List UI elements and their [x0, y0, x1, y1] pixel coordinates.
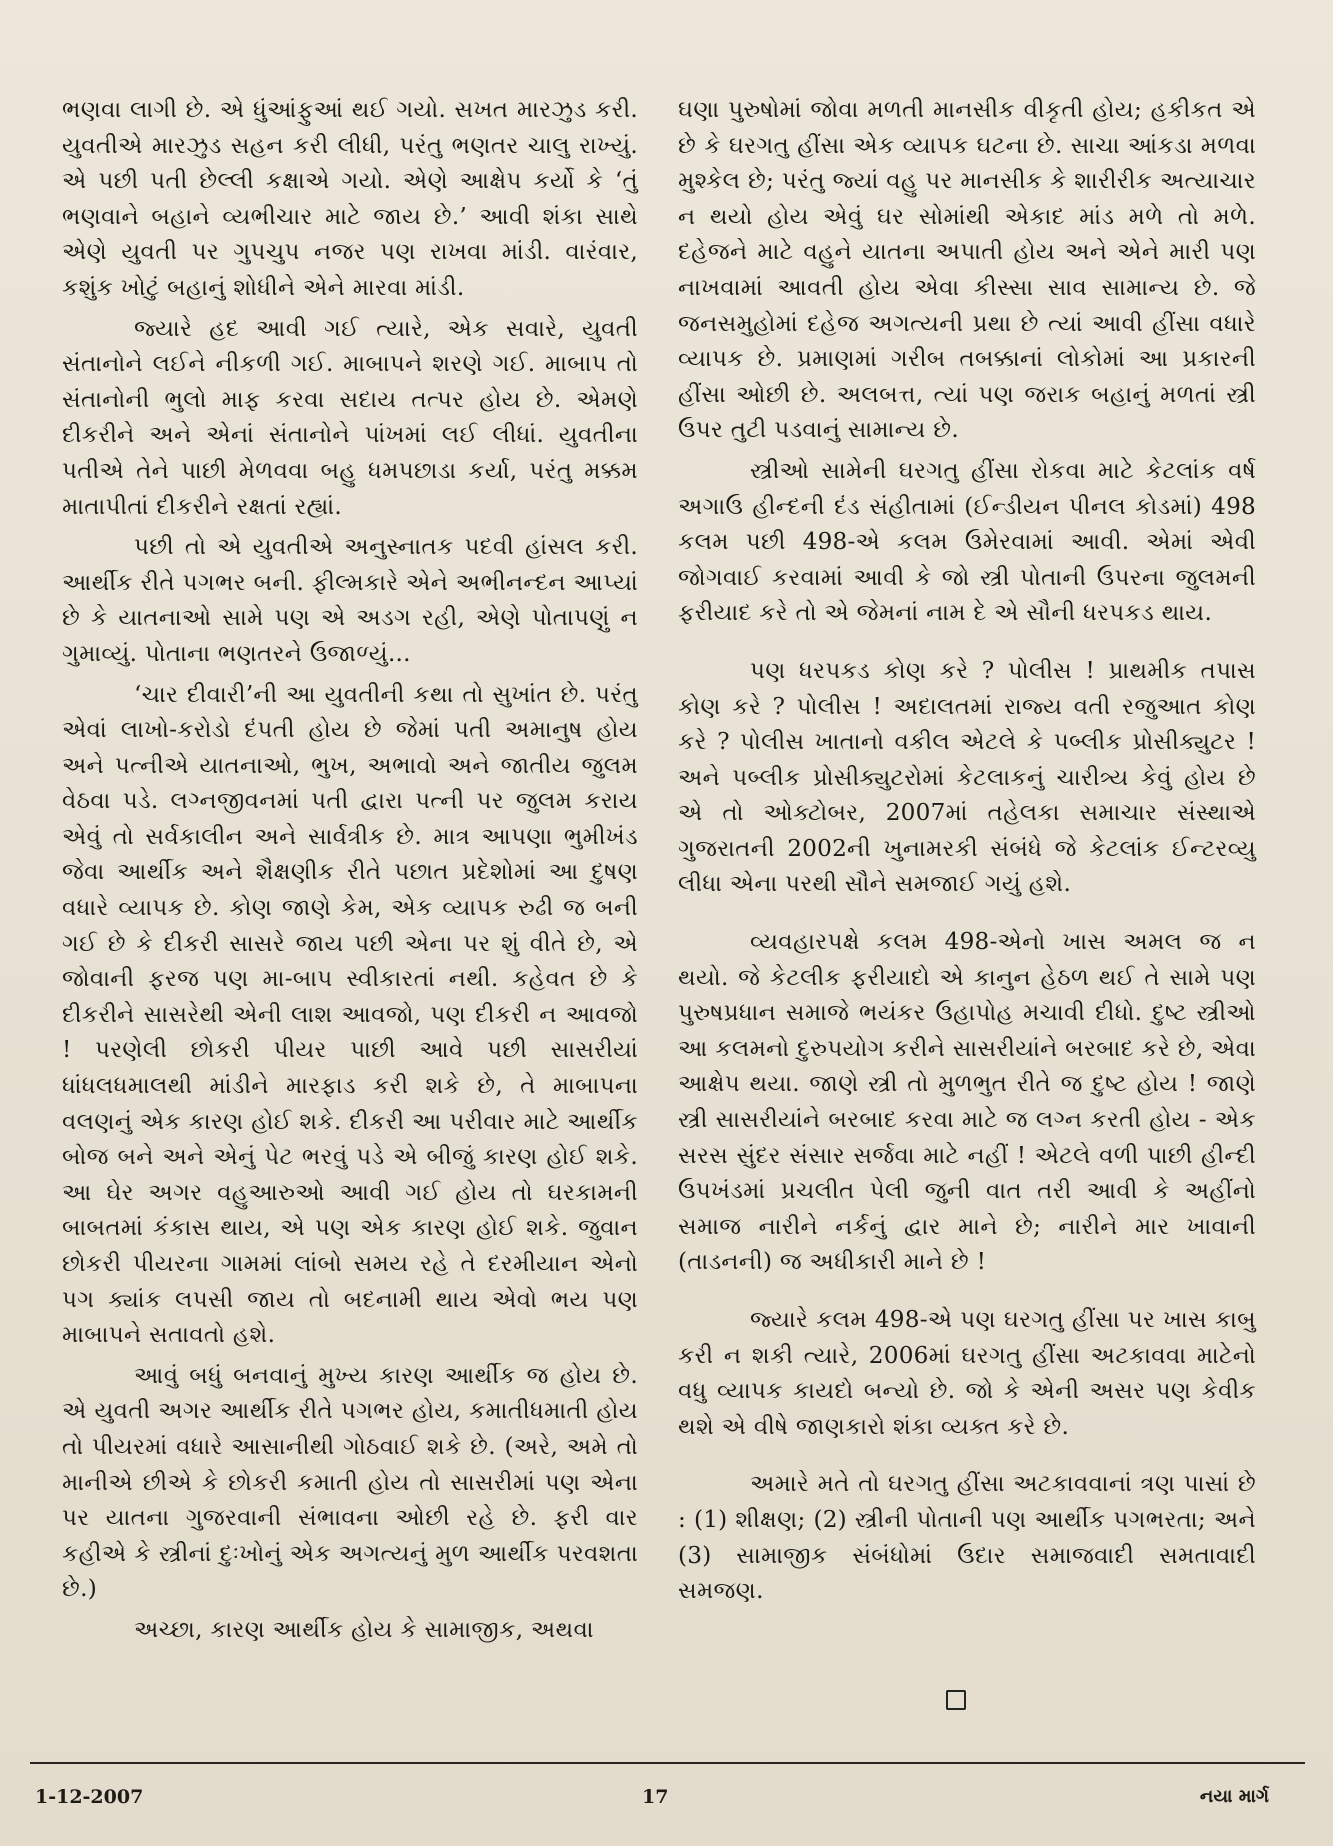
- paragraph: ભણવા લાગી છે. એ ધુંઆંફુઆં થઈ ગયો. સખત મારઝુડ કરી. યુવતીએ મારઝુડ સહન કરી લીધી, પરંતુ ભણતર ચાલુ રાખ્યું. એ પછી પતી છેલ્લી કક્ષાએ ગયો. એણે આક્ષેપ કર્યો કે ‘તું ભણવાને બહાને વ્યભીચાર માટે જાય છે.’ આવી શંકા સાથે એણે યુવતી પર ગુપચુપ નજર પણ રાખવા માંડી. વારંવાર, કશુંક ખોટું બહાનું શોધીને એને મારવા માંડી.: [62, 96, 638, 301]
- paragraph: જ્યારે હદ આવી ગઈ ત્યારે, એક સવારે, યુવતી સંતાનોને લઈને નીકળી ગઈ. માબાપને શરણે ગઈ. માબાપ તો સંતાનોની ભુલો માફ કરવા સદાય તત્પર હોય છે. એમણે દીકરીને અને એનાં સંતાનોને પાંખમાં લઈ લીધાં. યુવતીના પતીએ તેને પાછી મેળવવા બહુ ધમપછાડા કર્યા, પરંતુ મક્કમ માતાપીતાં દીકરીને રક્ષતાં રહ્યાં.: [62, 314, 639, 520]
- paragraph: પછી તો એ યુવતીએ અનુસ્નાતક પદવી હાંસલ કરી. આર્થીક રીતે પગભર બની. ફીલ્મકારે એને અભીનન્દન આપ્યાં છે કે યાતનાઓ સામે પણ એ અડગ રહી, એણે પોતાપણું ન ગુમાવ્યું. પોતાના ભણતરને ઉજાળ્યું...: [62, 533, 638, 667]
- paragraph: અચ્છા, કારણ આર્થીક હોય કે સામાજીક, અથવા: [134, 1615, 594, 1643]
- paragraph: ‘ચાર દીવારી’ની આ યુવતીની કથા તો સુખાંત છે. પરંતુ એવાં લાખો-કરોડો દંપતી હોય છે જેમાં પતી અમાનુષ હોય અને પત્નીએ યાતનાઓ, ભુખ, અભાવો અને જાતીય જુલમ વેઠવા પડે. લગ્નજીવનમાં પતી દ્વારા પત્ની પર જુલમ કરાય એવું તો સર્વકાલીન અને સાર્વત્રીક છે. માત્ર આપણા ભુમીખંડ જેવા આર્થીક અને શૈક્ષણીક રીતે પછાત પ્રદેશોમાં આ દુષણ વધારે વ્યાપક છે. કોણ જાણે કેમ, એક વ્યાપક રુઢી જ બની ગઈ છે કે દીકરી સાસરે જાય પછી એના પર શું વીતે છે, એ જોવાની ફરજ પણ મા-બાપ સ્વીકારતાં નથી. કહેવત છે કે દીકરીને સાસરેથી એની લાશ આવજો, પણ દીકરી ન આવજો ! પરણેલી છોકરી પીયર પાછી આવે પછી સાસરીયાં ધાંધલધમાલથી માંડીને મારફાડ કરી શકે છે, તે માબાપના વલણનું એક કારણ હોઈ શકે. દીકરી આ પરીવાર માટે આર્થીક બોજ બને અને એનું પેટ ભરવું પડે એ બીજું કારણ હોઈ શકે. આ ઘેર અગર વહુઆરુઓ આવી ગઈ હોય તો ઘરકામની બાબતમાં કંકાસ થાય, એ પણ એક કારણ હોઈ શકે. જુવાન છોકરી પીયરના ગામમાં લાંબો સમય રહે તે દરમીયાન એનો પગ ક્યાંક લપસી જાય તો બદનામી થાય એવો ભય પણ માબાપને સતાવતો હશે.: [62, 680, 638, 1349]
- magazine-name: નયા માર્ગ: [1199, 1786, 1269, 1807]
- end-of-article-square-icon: [946, 1690, 966, 1710]
- paragraph: ઘણા પુરુષોમાં જોવા મળતી માનસીક વીકૃતી હોય; હકીકત એ છે કે ઘરગતુ હીંસા એક વ્યાપક ઘટના છે. સાચા આંકડા મળવા મુશ્કેલ છે; પરંતુ જ્યાં વહુ પર માનસીક કે શારીરીક અત્યાચાર ન થયો હોય એવું ઘર સોમાંથી એકાદ માંડ મળે તો મળે. દહેજને માટે વહુને યાતના અપાતી હોય અને એને મારી પણ નાખવામાં આવતી હોય એવા કીસ્સા સાવ સામાન્ય છે. જે જનસમુહોમાં દહેજ અગત્યની પ્રથા છે ત્યાં આવી હીંસા વધારે વ્યાપક છે. પ્રમાણમાં ગરીબ તબક્કાનાં લોકોમાં આ પ્રકારની હીંસા ઓછી છે. અલબત્ત, ત્યાં પણ જરાક બહાનું મળતાં સ્ત્રી ઉપર તુટી પડવાનું સામાન્ય છે.: [678, 96, 1256, 444]
- paragraph: આવું બધું બનવાનું મુખ્ય કારણ આર્થીક જ હોય છે. એ યુવતી અગર આર્થીક રીતે પગભર હોય, કમાતીધમાતી હોય તો પીયરમાં વધારે આસાનીથી ગોઠવાઈ શકે છે. (અરે, અમે તો માનીએ છીએ કે છોકરી કમાતી હોય તો સાસરીમાં પણ એના પર યાતના ગુજરવાની સંભાવના ઓછી રહે છે. ફરી વાર કહીએ કે સ્ત્રીનાં દુઃખોનું એક અગત્યનું મુળ આર્થીક પરવશતા છે.): [62, 1361, 638, 1603]
- paragraph: અમારે મતે તો ઘરગતુ હીંસા અટકાવવાનાં ત્રણ પાસાં છે : (1) શીક્ષણ; (2) સ્ત્રીની પોતાની પણ આર્થીક પગભરતા; અને (3) સામાજીક સંબંધોમાં ઉદાર સમાજવાદી સમતાવાદી સમજણ.: [678, 1470, 1256, 1605]
- footer-divider: [30, 1762, 1305, 1764]
- article-column-left: [62, 92, 638, 1653]
- article-column-right: [678, 92, 1256, 1614]
- footer-date: 1-12-2007: [35, 1786, 144, 1808]
- paragraph: સ્ત્રીઓ સામેની ઘરગતુ હીંસા રોકવા માટે કેટલાંક વર્ષ અગાઉ હીન્દની દંડ સંહીતામાં (ઈન્ડીયન પીનલ કોડમાં) 498 કલમ પછી 498-એ કલમ ઉમેરવામાં આવી. એમાં એવી જોગવાઈ કરવામાં આવી કે જો સ્ત્રી પોતાની ઉપરના જુલમની ફરીયાદ કરે તો એ જેમનાં નામ દે એ સૌની ધરપકડ થાય.: [678, 456, 1256, 627]
- page-number: 17: [642, 1786, 669, 1808]
- paragraph: વ્યવહારપક્ષે કલમ 498-એનો ખાસ અમલ જ ન થયો. જે કેટલીક ફરીયાદો એ કાનુન હેઠળ થઈ તે સામે પણ પુરુષપ્રધાન સમાજે ભયંકર ઉહાપોહ મચાવી દીધો. દુષ્ટ સ્ત્રીઓ આ કલમનો દુરુપયોગ કરીને સાસરીયાંને બરબાદ કરે છે, એવા આક્ષેપ થયા. જાણે સ્ત્રી તો મુળભુત રીતે જ દુષ્ટ હોય ! જાણે સ્ત્રી સાસરીયાંને બરબાદ કરવા માટે જ લગ્ન કરતી હોય - એક સરસ સુંદર સંસાર સર્જવા માટે નહીં ! એટલે વળી પાછી હીન્દી ઉપખંડમાં પ્રચલીત પેલી જુની વાત તરી આવી કે અહીંનો સમાજ નારીને નર્કનું દ્વાર માને છે; નારીને માર ખાવાની (તાડનની) જ અધીકારી માને છે !: [678, 928, 1256, 1276]
- paragraph: પણ ધરપકડ કોણ કરે ? પોલીસ ! પ્રાથમીક તપાસ કોણ કરે ? પોલીસ ! અદાલતમાં રાજ્ય વતી રજુઆત કોણ કરે ? પોલીસ ખાતાનો વકીલ એટલે કે પબ્લીક પ્રોસીક્યુટર ! અને પબ્લીક પ્રોસીક્યુટરોમાં કેટલાકનું ચારીત્ર્ય કેવું હોય છે એ તો ઓક્ટોબર, 2007માં તહેલકા સમાચાર સંસ્થાએ ગુજરાતની 2002ની ખુનામરકી સંબંધે જે કેટલાંક ઈન્ટરવ્યુ લીધા એના પરથી સૌને સમજાઈ ગયું હશે.: [678, 656, 1256, 898]
- paragraph: જ્યારે કલમ 498-એ પણ ઘરગતુ હીંસા પર ખાસ કાબુ કરી ન શકી ત્યારે, 2006માં ઘરગતુ હીંસા અટકાવવા માટેનો વધુ વ્યાપક કાયદો બન્યો છે. જો કે એની અસર પણ કેવીક થશે એ વીષે જાણકારો શંકા વ્યક્ત કરે છે.: [678, 1306, 1256, 1440]
